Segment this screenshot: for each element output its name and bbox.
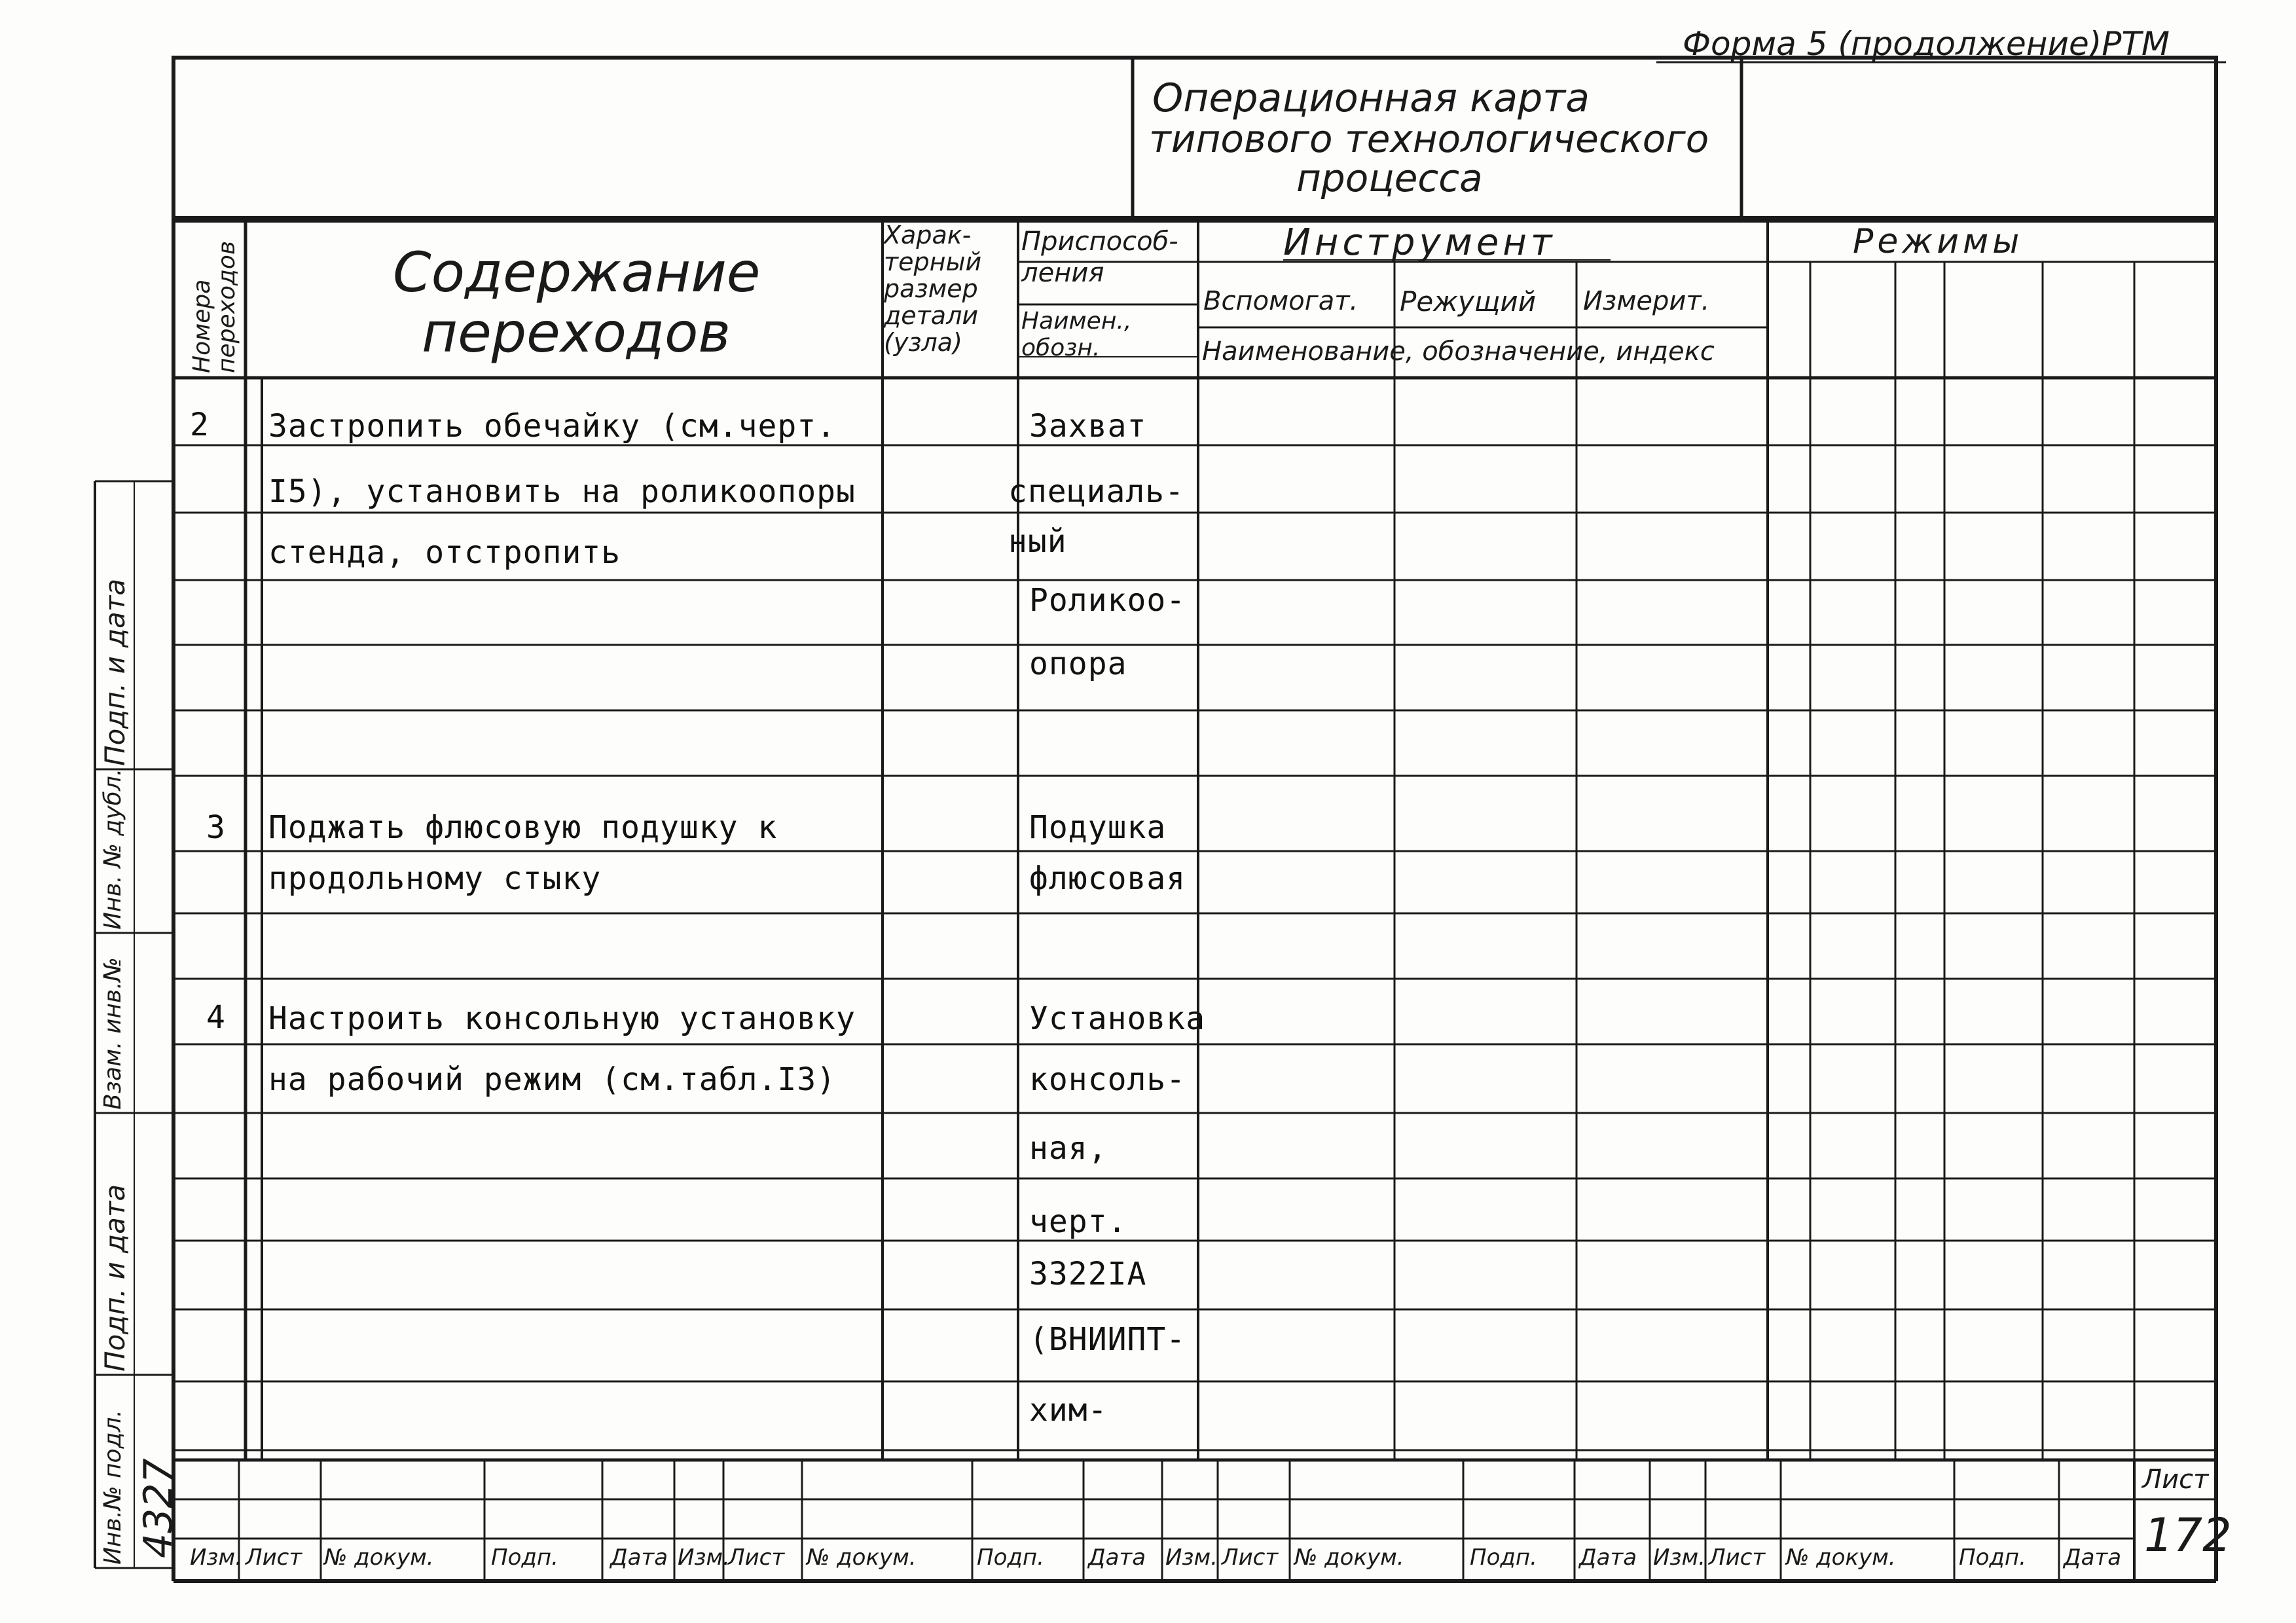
- header-tool-cutting: Режущий: [1400, 285, 1537, 318]
- footer-signature: Подп.: [1959, 1544, 2026, 1571]
- row-fixture: флюсовая: [1029, 860, 1186, 897]
- row-fixture: ная,: [1029, 1130, 1108, 1167]
- form-label: Форма 5 (продолжение)РТМ: [1683, 25, 2170, 63]
- footer-date: Дата: [2064, 1544, 2122, 1571]
- header-char-4: детали: [884, 301, 979, 330]
- title-line-1: Операционная карта: [1152, 75, 1590, 121]
- row-content: Настроить консольную установку: [268, 1000, 856, 1037]
- header-tool-measuring: Измерит.: [1583, 286, 1710, 316]
- row-content: стенда, отстропить: [268, 534, 621, 571]
- header-char-1: Харак-: [884, 221, 972, 249]
- header-fixtures: Приспособ- ления: [1021, 227, 1178, 288]
- footer-doc-number: № докум.: [324, 1544, 434, 1571]
- footer-change: Изм.: [190, 1544, 242, 1571]
- footer-doc-number: № докум.: [807, 1544, 917, 1571]
- header-content: Содержание переходов: [393, 240, 761, 365]
- row-fixture: ный: [1008, 523, 1067, 560]
- footer-sheet: Лист: [1709, 1544, 1766, 1571]
- footer-doc-number: № докум.: [1786, 1544, 1896, 1571]
- header-modes: Режимы: [1853, 222, 2024, 261]
- footer-change: Изм.: [1165, 1544, 1218, 1571]
- footer-sheet: Лист: [728, 1544, 785, 1571]
- footer-sheet: Лист: [1222, 1544, 1279, 1571]
- footer-signature: Подп.: [491, 1544, 558, 1571]
- row-fixture: хим-: [1029, 1392, 1108, 1429]
- header-fixtures-sub: Наимен., обозн.: [1021, 308, 1132, 362]
- footer-sheet: Лист: [246, 1544, 302, 1571]
- footer-signature: Подп.: [1470, 1544, 1537, 1571]
- row-num: 3: [206, 809, 226, 846]
- header-char-2: терный: [884, 247, 982, 276]
- side-replace-inv: Взам. инв.№: [100, 957, 126, 1110]
- header-tool-names: Наименование, обозначение, индекс: [1202, 337, 1715, 367]
- footer-date: Дата: [610, 1544, 668, 1571]
- side-inv-duplicate: Инв. № дубл.: [100, 768, 126, 930]
- row-fixture: опора: [1029, 646, 1127, 682]
- side-inv-original: Инв.№ подл.: [100, 1410, 126, 1565]
- header-transition-number: Номера переходов: [189, 240, 240, 373]
- row-fixture: Подушка: [1029, 809, 1167, 846]
- row-fixture: (ВНИИПТ-: [1029, 1321, 1186, 1358]
- header-char-3: размер: [884, 274, 978, 303]
- title-line-2: типового технологического: [1149, 117, 1709, 161]
- row-num: 2: [190, 407, 210, 443]
- header-tool-aux: Вспомогат.: [1203, 286, 1358, 316]
- row-content: I5), установить на роликоопоры: [268, 473, 856, 510]
- row-fixture: Установка: [1029, 1000, 1206, 1037]
- footer-doc-number: № докум.: [1294, 1544, 1404, 1571]
- row-fixture: Роликоо-: [1029, 582, 1186, 619]
- row-content: на рабочий режим (см.табл.I3): [268, 1061, 837, 1098]
- footer-change: Изм.: [678, 1544, 730, 1571]
- footer-date: Дата: [1088, 1544, 1146, 1571]
- row-fixture: черт.: [1029, 1203, 1127, 1240]
- row-fixture: Захват: [1029, 408, 1147, 445]
- footer-change: Изм.: [1653, 1544, 1705, 1571]
- row-content: Поджать флюсовую подушку к: [268, 809, 778, 846]
- row-fixture: 3322IA: [1029, 1256, 1147, 1292]
- header-tool: Инструмент: [1283, 221, 1556, 264]
- footer-sheet-label: Лист: [2142, 1465, 2209, 1495]
- row-content: Застропить обечайку (см.черт.: [268, 408, 837, 445]
- row-fixture: специаль-: [1008, 473, 1185, 510]
- footer-signature: Подп.: [977, 1544, 1044, 1571]
- row-content: продольному стыку: [268, 860, 602, 897]
- row-num: 4: [206, 999, 226, 1036]
- footer-date: Дата: [1579, 1544, 1637, 1571]
- header-char-5: (узла): [884, 328, 962, 357]
- title-line-3: процесса: [1296, 156, 1483, 200]
- row-fixture: консоль-: [1029, 1061, 1186, 1098]
- side-sign-date-2: Подп. и дата: [99, 1184, 131, 1372]
- side-sign-date-1: Подп. и дата: [99, 578, 131, 766]
- side-inv-number: 4327: [136, 1458, 181, 1558]
- footer-sheet-number: 172: [2144, 1508, 2232, 1562]
